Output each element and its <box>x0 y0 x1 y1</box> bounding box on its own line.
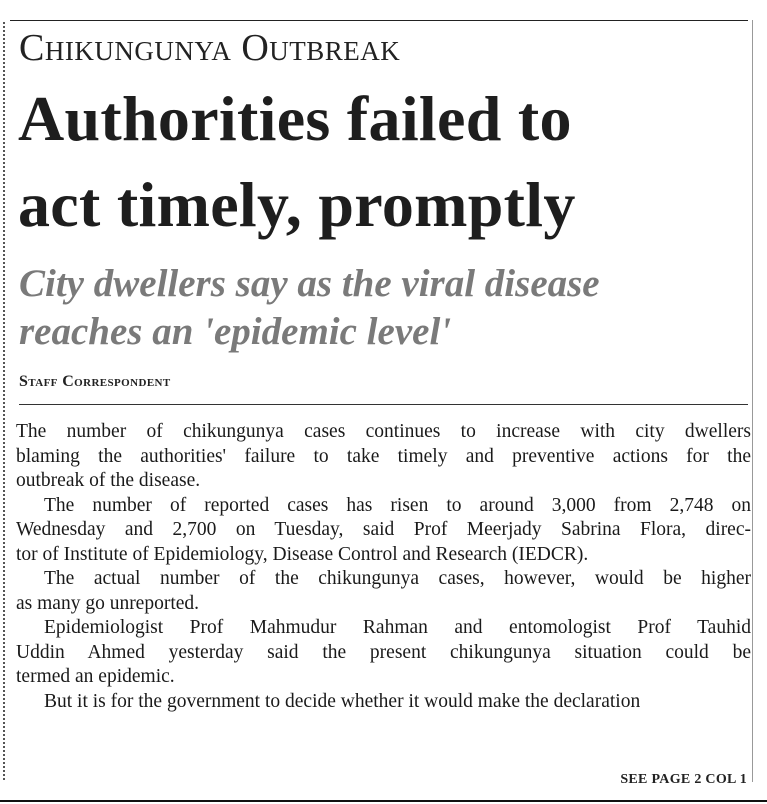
body-line: The number of chikungunya cases continues to increase with city dwellers <box>16 421 751 442</box>
byline: Staff Correspondent <box>19 373 171 390</box>
body-line: But it is for the government to decide whether it would make the declaration <box>44 690 641 712</box>
continuation-note: SEE PAGE 2 COL 1 <box>620 772 747 787</box>
subhead-line: City dwellers say as the viral disease <box>19 262 600 305</box>
byline-rule <box>19 404 748 405</box>
body-line: Wednesday and 2,700 on Tuesday, said Prof Meerjady Sabrina Flora, direc- <box>16 519 751 540</box>
body-line: The actual number of the chikungunya cases, however, would be higher <box>44 568 751 589</box>
subhead-line: reaches an 'epidemic level' <box>19 310 452 353</box>
headline-line: Authorities failed to <box>18 83 572 154</box>
article-kicker: Chikungunya Outbreak <box>19 27 401 69</box>
article-headline <box>18 76 753 248</box>
body-line: Uddin Ahmed yesterday said the present chikungunya situation could be <box>16 641 751 663</box>
body-line: Epidemiologist Prof Mahmudur Rahman and entomologist Prof Tauhid <box>44 617 751 638</box>
body-line: The number of reported cases has risen to around 3,000 from 2,748 on <box>44 494 751 516</box>
article-body <box>16 420 751 714</box>
body-line: blaming the authorities' failure to take timely and preventive actions for the <box>16 445 751 467</box>
body-line: outbreak of the disease. <box>16 470 201 491</box>
article-subhead <box>19 260 749 356</box>
bottom-rule <box>0 800 767 802</box>
body-line: tor of Institute of Epidemiology, Disease Control and Research (IEDCR). <box>16 543 589 565</box>
body-line: termed an epidemic. <box>16 666 175 687</box>
dotted-cut-border <box>3 22 5 780</box>
headline-line: act timely, promptly <box>18 169 576 240</box>
top-rule <box>10 20 748 21</box>
body-line: as many go unreported. <box>16 592 200 614</box>
